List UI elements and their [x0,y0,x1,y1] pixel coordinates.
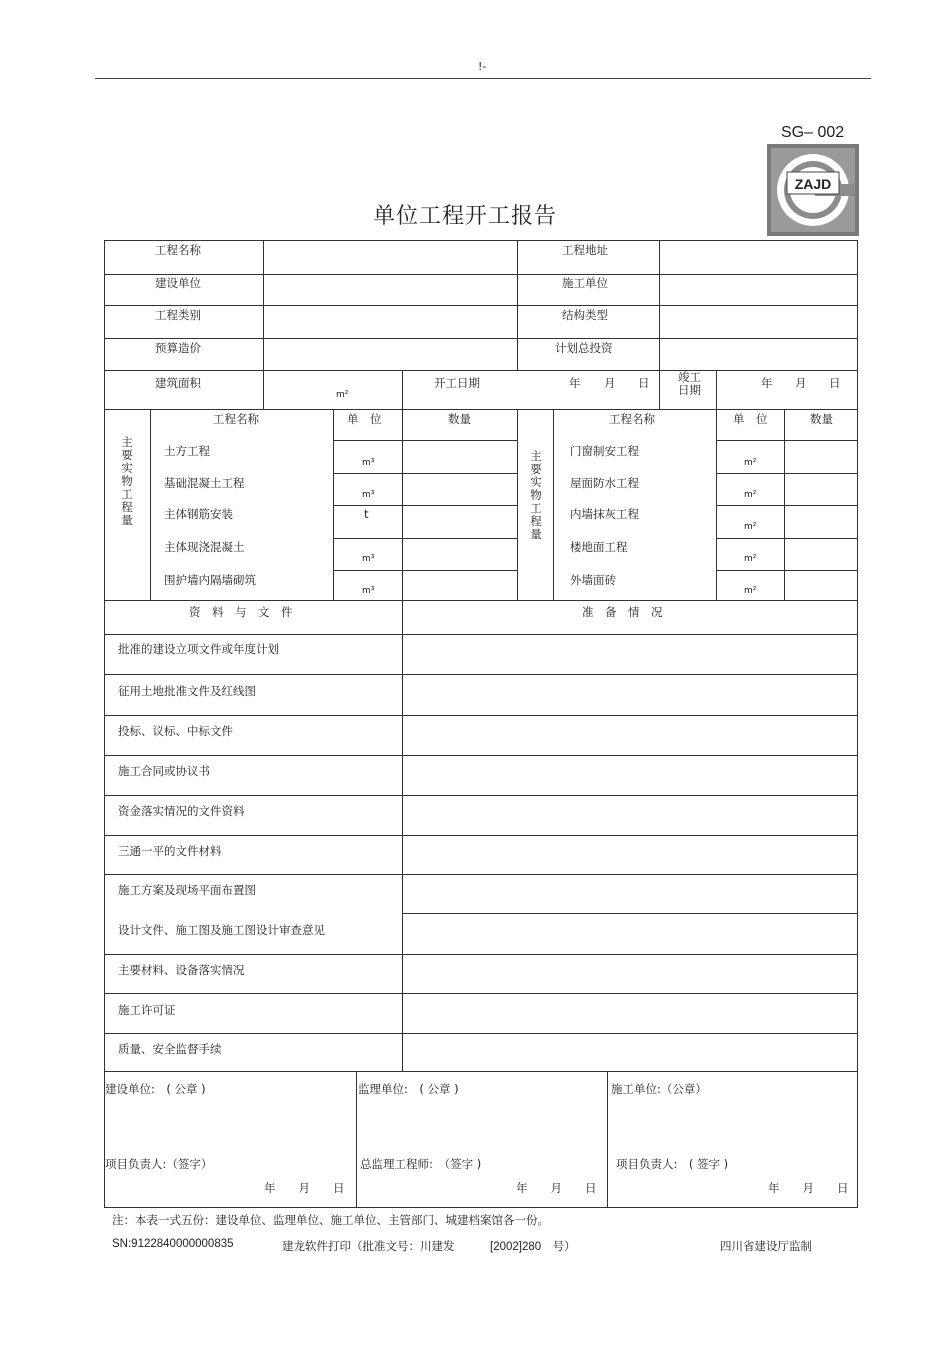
qty-left-name-5: 围护墙内隔墙砌筑 [164,573,256,587]
qty-left-unit-4: m³ [362,554,375,564]
page-title: 单位工程开工报告 [373,204,558,229]
doc-item-5: 资金落实情况的文件资料 [118,804,245,818]
sig-owner-lead: 项目负责人:（签字） [105,1157,213,1171]
completion-year: 年 [761,376,773,390]
sig-owner-date: 年 月 日 [264,1181,345,1195]
footer-supervised-by: 四川省建设厅监制 [720,1239,812,1253]
sig-owner-unit: 建设单位: ( 公章 ) [105,1082,206,1096]
col-documents: 资 料 与 文 件 [189,605,293,619]
label-budget-cost: 预算造价 [155,341,201,355]
footer-approval-no: [2002]280 号） [490,1241,576,1253]
label-start-date: 开工日期 [434,376,480,390]
qty-left-unit-2: m³ [362,490,375,500]
start-month: 月 [604,376,616,390]
completion-day: 日 [829,376,841,390]
qty-right-unit-3: m² [744,522,757,532]
label-project-address: 工程地址 [562,243,608,257]
qty-right-unit-2: m² [744,490,757,500]
qty-left-unit-1: m³ [362,458,375,468]
area-unit: m² [336,390,349,400]
footer-sn: SN:9122840000000835 [112,1238,234,1250]
qty-left-unit-3: t [364,507,369,521]
doc-item-6: 三通一平的文件材料 [118,844,222,858]
col-unit-left: 单 位 [347,412,382,426]
form-code: SG– 002 [781,124,845,141]
doc-item-11: 质量、安全监督手续 [118,1042,222,1056]
label-completion-date-l2: 日期 [678,383,701,397]
footer-note: 注：本表一式五份：建设单位、监理单位、施工单位、主管部门、城建档案馆各一份。 [112,1213,549,1227]
label-building-area: 建筑面积 [155,376,201,390]
quantities-side-label-left: 主要实物工程量 [121,435,133,527]
doc-item-9: 主要材料、设备落实情况 [118,963,245,977]
col-qty-right: 数量 [810,412,833,426]
header-mark: !- [478,60,487,73]
doc-item-4: 施工合同或协议书 [118,764,210,778]
qty-left-name-2: 基础混凝土工程 [164,476,245,490]
label-completion-date-l1: 竣工 [678,370,701,384]
header-rule [95,78,871,79]
qty-left-unit-5: m³ [362,586,375,596]
sig-contractor-unit: 施工单位:（公章） [611,1082,707,1096]
qty-right-name-4: 楼地面工程 [570,540,628,554]
col-qty-left: 数量 [448,412,471,426]
qty-left-name-3: 主体钢筋安装 [164,507,233,521]
col-unit-right: 单 位 [733,412,768,426]
sig-chief-supervisor: 总监理工程师: （签字 ) [360,1157,482,1171]
sig-contractor-date: 年 月 日 [768,1181,849,1195]
doc-item-10: 施工许可证 [118,1003,176,1017]
qty-right-name-2: 屋面防水工程 [570,476,639,490]
qty-right-unit-1: m² [744,458,757,468]
doc-item-7: 施工方案及现场平面布置图 [118,883,256,897]
label-project-category: 工程类别 [155,308,201,322]
doc-item-1: 批准的建设立项文件或年度计划 [118,642,279,656]
qty-left-name-4: 主体现浇混凝土 [164,540,245,554]
zajd-logo-icon [767,144,859,236]
doc-item-2: 征用土地批准文件及红线图 [118,684,256,698]
qty-right-name-3: 内墙抹灰工程 [570,507,639,521]
logo-text: ZAJD [794,176,832,192]
qty-left-name-1: 土方工程 [164,444,210,458]
quantities-side-label-right: 主要实物工程量 [530,449,542,541]
start-year: 年 [569,376,581,390]
sig-contractor-lead: 项目负责人: ( 签字 ) [616,1157,729,1171]
footer-print: 建龙软件打印（批准文号：川建发 [282,1239,455,1253]
qty-right-name-5: 外墙面砖 [570,573,616,587]
label-planned-investment: 计划总投资 [555,341,613,355]
label-project-name: 工程名称 [155,243,201,257]
qty-right-name-1: 门窗制安工程 [570,444,639,458]
col-preparation: 准 备 情 况 [582,605,663,619]
qty-right-unit-4: m² [744,554,757,564]
doc-item-8: 设计文件、施工图及施工图设计审查意见 [118,923,325,937]
qty-right-unit-5: m² [744,586,757,596]
completion-month: 月 [795,376,807,390]
col-name-right: 工程名称 [609,412,655,426]
start-day: 日 [638,376,650,390]
doc-item-3: 投标、议标、中标文件 [118,724,233,738]
sig-supervisor-date: 年 月 日 [516,1181,597,1195]
label-construction-unit: 建设单位 [155,276,201,290]
label-builder-unit: 施工单位 [562,276,608,290]
col-name-left: 工程名称 [213,412,259,426]
sig-supervisor-unit: 监理单位: ( 公章 ) [358,1082,459,1096]
label-structure-type: 结构类型 [562,308,608,322]
